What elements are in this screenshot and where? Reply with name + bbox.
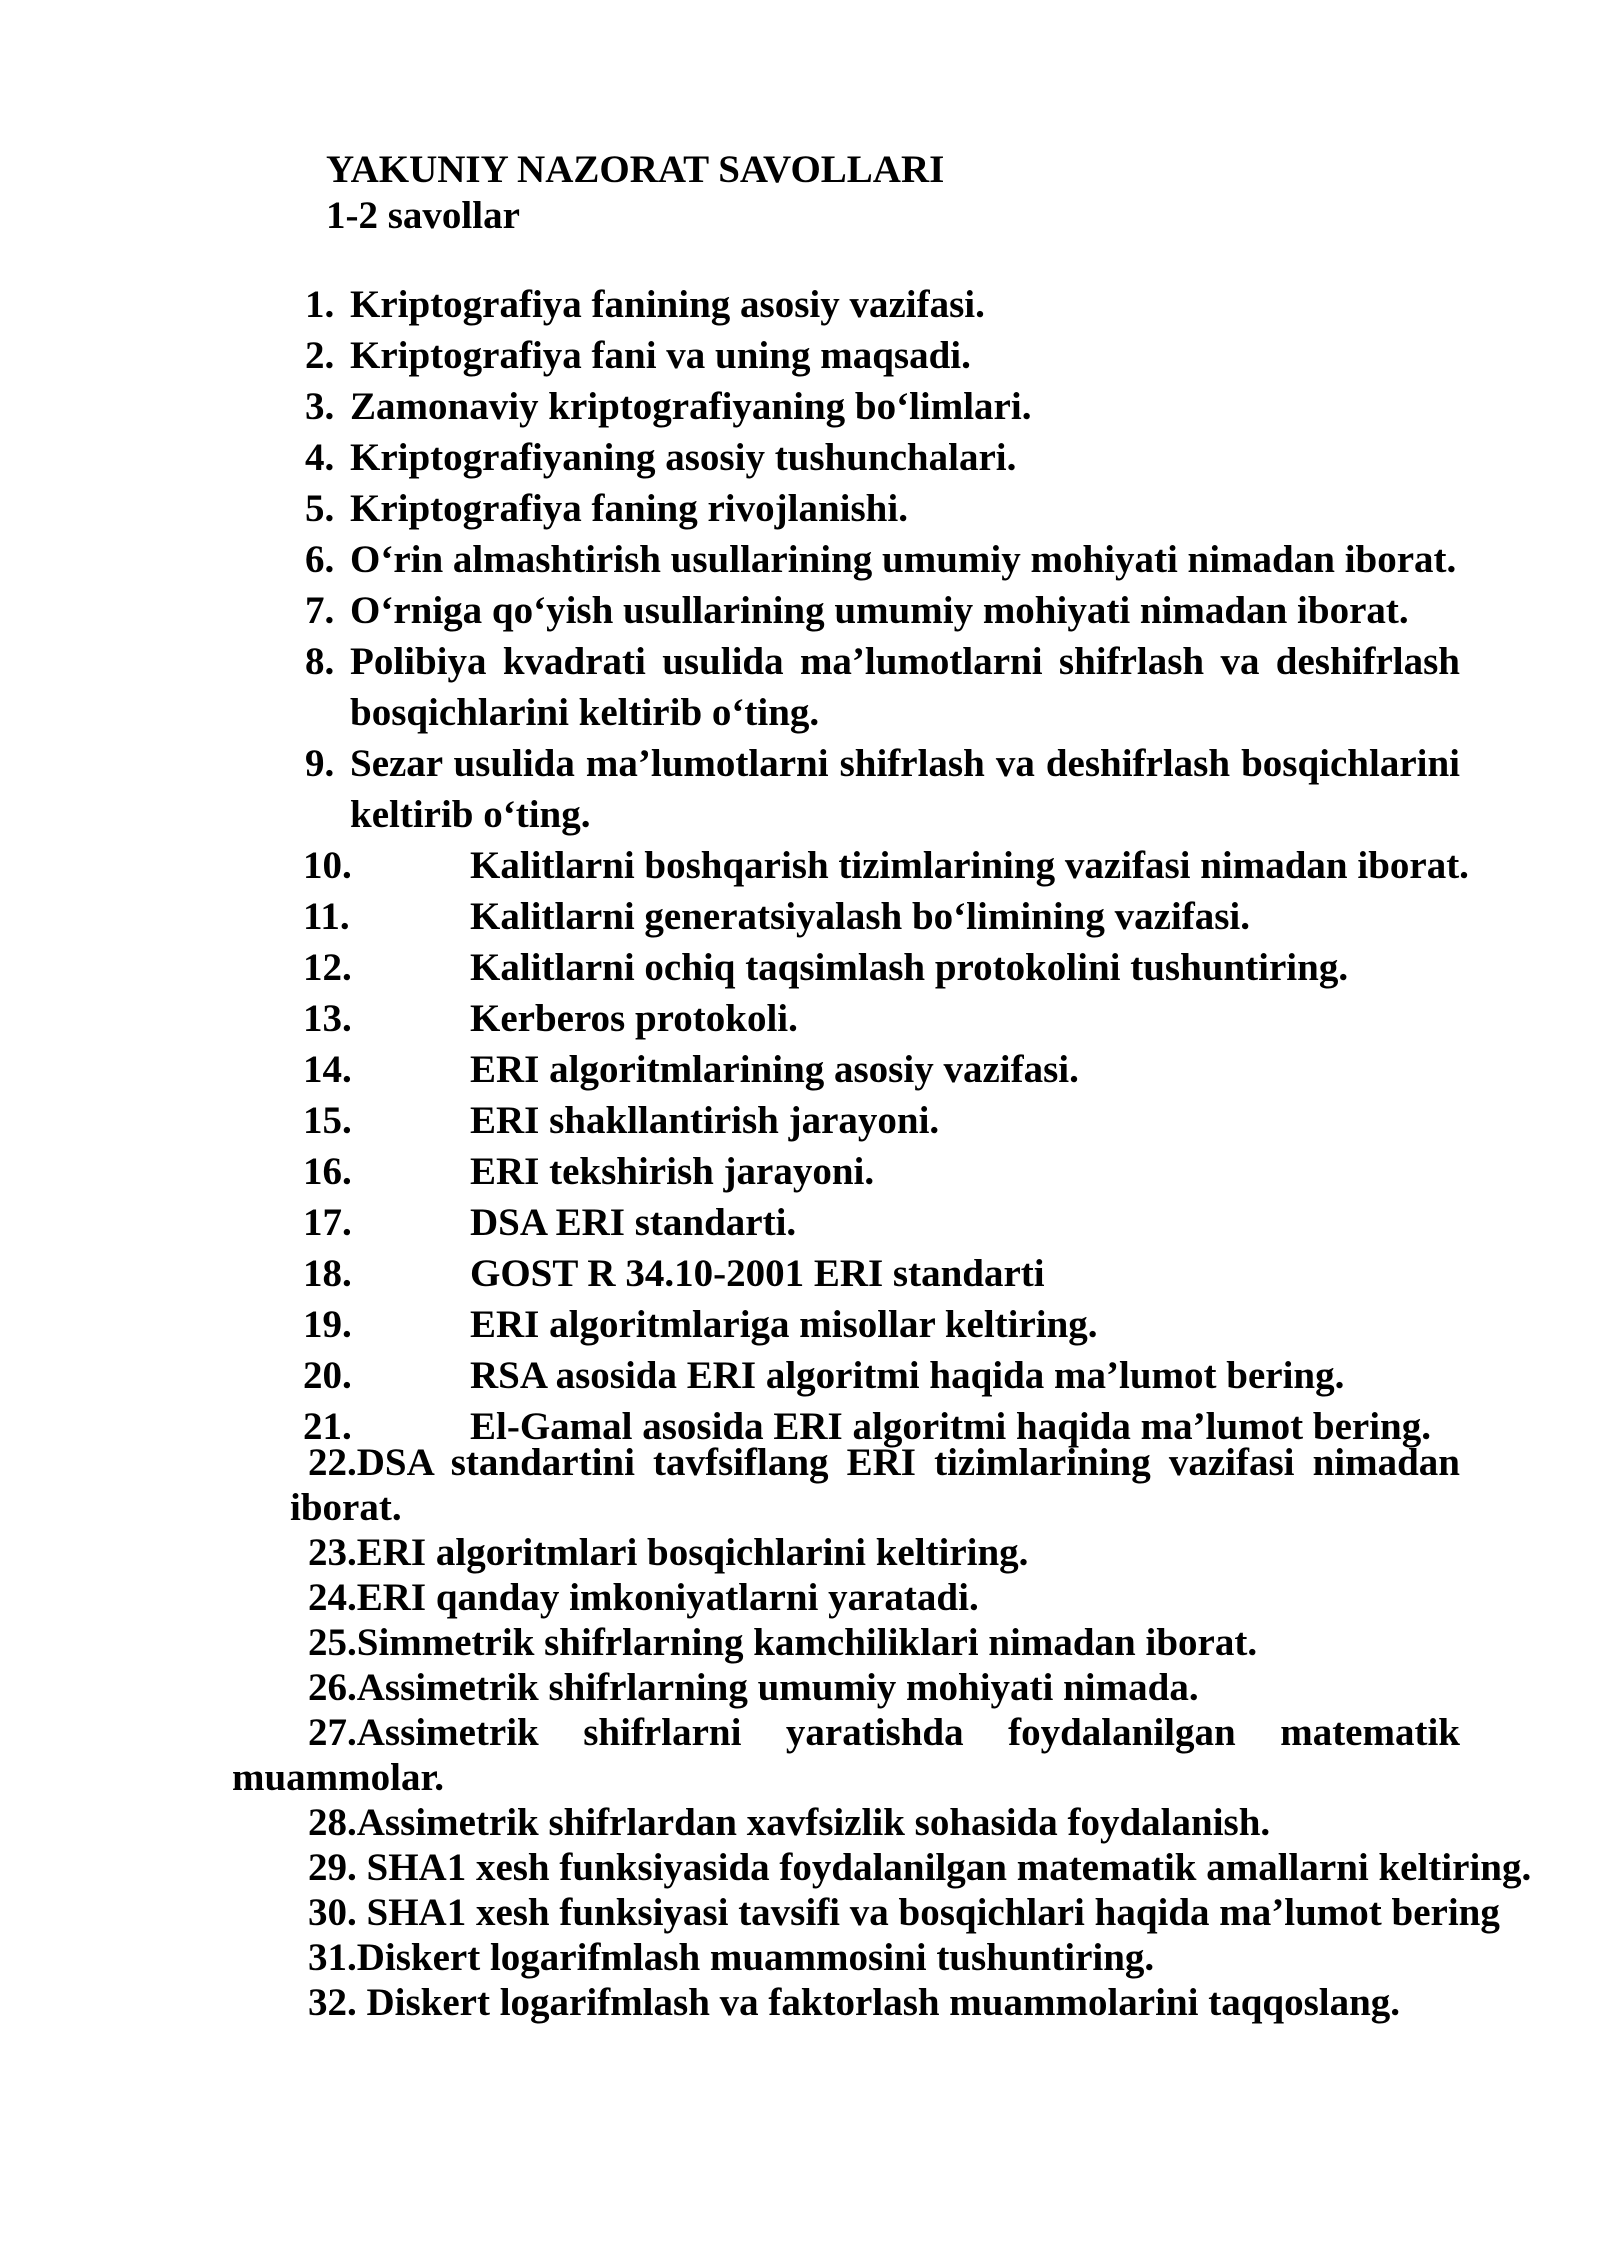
page-title: YAKUNIY NAZORAT SAVOLLARI (326, 148, 945, 191)
question-text-line-2: muammolar. (232, 1756, 444, 1799)
question-text: DSA ERI standarti. (470, 1201, 797, 1244)
question-text: RSA asosida ERI algoritmi haqida ma’lumot bering. (470, 1354, 1345, 1397)
question-number: 18. (303, 1252, 352, 1295)
question-text-line-2: iborat. (290, 1486, 402, 1529)
question-number: 3. (305, 385, 335, 428)
question-number: 7. (305, 589, 335, 632)
question-item-12 (303, 942, 1600, 993)
question-number: 19. (303, 1303, 352, 1346)
question-number: 1. (305, 283, 335, 326)
question-item-1 (305, 279, 1600, 330)
question-number: 13. (303, 997, 352, 1040)
question-item-18 (303, 1248, 1600, 1299)
question-item-24: 24.ERI qanday imkoniyatlarni yaratadi. (308, 1576, 979, 1619)
question-list-10-21 (0, 840, 1600, 1452)
question-number: 6. (305, 538, 335, 581)
question-item-22 (290, 1440, 1460, 1530)
question-text: ERI algoritmlariga misollar keltiring. (470, 1303, 1098, 1346)
question-text: Kriptografiya fanining asosiy vazifasi. (350, 283, 985, 326)
question-text: O‘rniga qo‘yish usullarining umumiy mohiyati nimadan iborat. (350, 589, 1409, 632)
question-text: Kriptografiyaning asosiy tushunchalari. (350, 436, 1017, 479)
question-item-9 (305, 738, 1600, 840)
question-text-line-1: 27.Assimetrik shifrlarni yaratishda foydalanilgan matematik (308, 1711, 1460, 1754)
question-text: Kalitlarni boshqarish tizimlarining vazifasi nimadan iborat. (470, 844, 1469, 887)
question-list-22-32 (0, 1440, 1600, 2025)
question-item-11 (303, 891, 1600, 942)
question-number: 17. (303, 1201, 352, 1244)
question-item-31: 31.Diskert logarifmlash muammosini tushuntiring. (308, 1936, 1155, 1979)
question-item-30: 30. SHA1 xesh funksiyasi tavsifi va bosqichlari haqida ma’lumot bering (308, 1891, 1500, 1934)
question-text: Zamonaviy kriptografiyaning bo‘limlari. (350, 385, 1032, 428)
question-text (350, 738, 1460, 840)
question-text-line-2: bosqichlarini keltirib o‘ting. (350, 691, 820, 734)
question-number: 2. (305, 334, 335, 377)
question-item-5 (305, 483, 1600, 534)
question-text (350, 636, 1460, 738)
question-text: ERI algoritmlarining asosiy vazifasi. (470, 1048, 1079, 1091)
question-item-2 (305, 330, 1600, 381)
page-subtitle: 1-2 savollar (326, 194, 520, 237)
question-text: ERI shakllantirish jarayoni. (470, 1099, 940, 1142)
question-item-19 (303, 1299, 1600, 1350)
question-item-3 (305, 381, 1600, 432)
question-item-17 (303, 1197, 1600, 1248)
question-number: 11. (303, 895, 350, 938)
question-item-15 (303, 1095, 1600, 1146)
question-item-10 (303, 840, 1600, 891)
question-number: 5. (305, 487, 335, 530)
question-text: Kalitlarni ochiq taqsimlash protokolini tushuntiring. (470, 946, 1349, 989)
question-item-27 (232, 1710, 1460, 1800)
question-item-25: 25.Simmetrik shifrlarning kamchiliklari nimadan iborat. (308, 1621, 1258, 1664)
question-item-6 (305, 534, 1600, 585)
question-item-28: 28.Assimetrik shifrlardan xavfsizlik sohasida foydalanish. (308, 1801, 1271, 1844)
question-text: GOST R 34.10-2001 ERI standarti (470, 1252, 1045, 1295)
question-number: 20. (303, 1354, 352, 1397)
question-text: ERI tekshirish jarayoni. (470, 1150, 875, 1193)
question-text-line-1: Polibiya kvadrati usulida ma’lumotlarni shifrlash va deshifrlash (350, 640, 1460, 683)
question-item-13 (303, 993, 1600, 1044)
question-item-29: 29. SHA1 xesh funksiyasida foydalanilgan matematik amallarni keltiring. (308, 1846, 1532, 1889)
question-text: O‘rin almashtirish usullarining umumiy mohiyati nimadan iborat. (350, 538, 1457, 581)
question-number: 9. (305, 742, 335, 785)
question-text-line-2: keltirib o‘ting. (350, 793, 591, 836)
question-number: 12. (303, 946, 352, 989)
question-number: 14. (303, 1048, 352, 1091)
document-header (0, 0, 1600, 239)
question-item-7 (305, 585, 1600, 636)
question-number: 8. (305, 640, 335, 683)
question-number: 4. (305, 436, 335, 479)
question-item-23: 23.ERI algoritmlari bosqichlarini keltiring. (308, 1531, 1029, 1574)
question-number: 16. (303, 1150, 352, 1193)
question-number: 21. (303, 1405, 352, 1448)
question-number: 15. (303, 1099, 352, 1142)
question-item-4 (305, 432, 1600, 483)
question-item-26: 26.Assimetrik shifrlarning umumiy mohiyati nimada. (308, 1666, 1199, 1709)
question-text-line-1: 22.DSA standartini tavfsiflang ERI tizimlarining vazifasi nimadan (308, 1441, 1460, 1484)
question-item-8 (305, 636, 1600, 738)
question-text: El-Gamal asosida ERI algoritmi haqida ma’lumot bering. (470, 1405, 1431, 1448)
question-text: Kalitlarni generatsiyalash bo‘limining vazifasi. (470, 895, 1251, 938)
question-item-32: 32. Diskert logarifmlash va faktorlash muammolarini taqqoslang. (308, 1981, 1401, 2024)
question-number: 10. (303, 844, 352, 887)
question-list-1-9 (0, 279, 1600, 840)
question-item-14 (303, 1044, 1600, 1095)
question-text-line-1: Sezar usulida ma’lumotlarni shifrlash va deshifrlash bosqichlarini (350, 742, 1460, 785)
question-text: Kerberos protokoli. (470, 997, 798, 1040)
question-item-20 (303, 1350, 1600, 1401)
question-text: Kriptografiya faning rivojlanishi. (350, 487, 908, 530)
question-text: Kriptografiya fani va uning maqsadi. (350, 334, 971, 377)
question-item-16 (303, 1146, 1600, 1197)
